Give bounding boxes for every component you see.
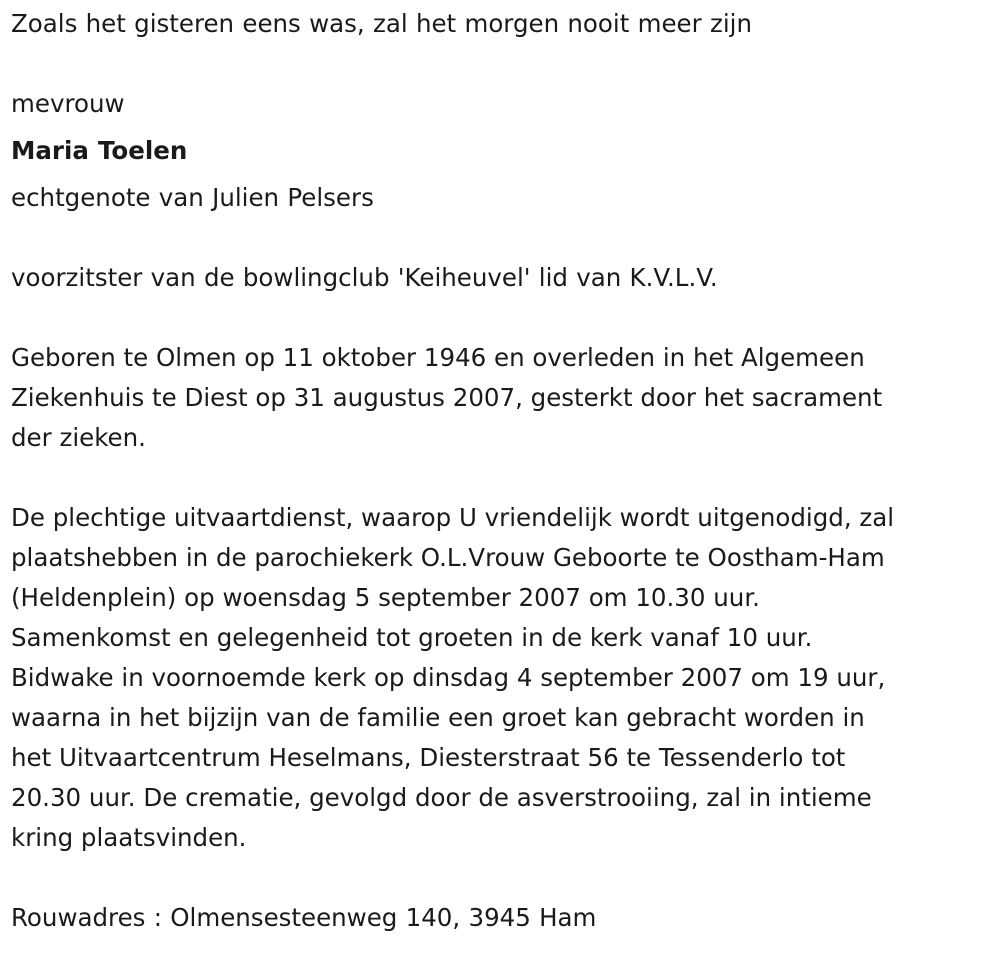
spacer [11,858,991,898]
birth-death-line: Geboren te Olmen op 11 oktober 1946 en overleden in het Algemeen [11,343,865,372]
address-line: Rouwadres : Olmensesteenweg 140, 3945 Ham [11,903,597,932]
service-line: plaatshebben in de parochiekerk O.L.Vrouw Geboorte te Oostham-Ham [11,543,885,572]
service-line: kring plaatsvinden. [11,823,247,852]
obituary-document [11,0,991,938]
birth-death-paragraph [11,338,991,458]
service-line: waarna in het bijzijn van de familie een groet kan gebracht worden in [11,703,865,732]
spacer [11,44,991,84]
service-line: Samenkomst en gelegenheid tot groeten in de kerk vanaf 10 uur. [11,623,813,652]
deceased-name: Maria Toelen [11,136,188,165]
service-line: het Uitvaartcentrum Heselmans, Diesterstraat 56 te Tessenderlo tot [11,743,846,772]
birth-death-line: der zieken. [11,423,146,452]
spacer [11,218,991,258]
service-line: 20.30 uur. De crematie, gevolgd door de asverstrooiing, zal in intieme [11,783,872,812]
service-line: De plechtige uitvaartdienst, waarop U vriendelijk wordt uitgenodigd, zal [11,503,895,532]
spouse-line: echtgenote van Julien Pelsers [11,183,374,212]
service-paragraph [11,498,991,858]
spacer [11,458,991,498]
service-line: Bidwake in voornoemde kerk op dinsdag 4 september 2007 om 19 uur, [11,663,886,692]
birth-death-line: Ziekenhuis te Diest op 31 augustus 2007, gesterkt door het sacrament [11,383,883,412]
role-line: voorzitster van de bowlingclub 'Keiheuvel' lid van K.V.L.V. [11,263,718,292]
spacer [11,298,991,338]
motto: Zoals het gisteren eens was, zal het morgen nooit meer zijn [11,9,752,38]
service-line: (Heldenplein) op woensdag 5 september 2007 om 10.30 uur. [11,583,760,612]
salutation: mevrouw [11,89,125,118]
